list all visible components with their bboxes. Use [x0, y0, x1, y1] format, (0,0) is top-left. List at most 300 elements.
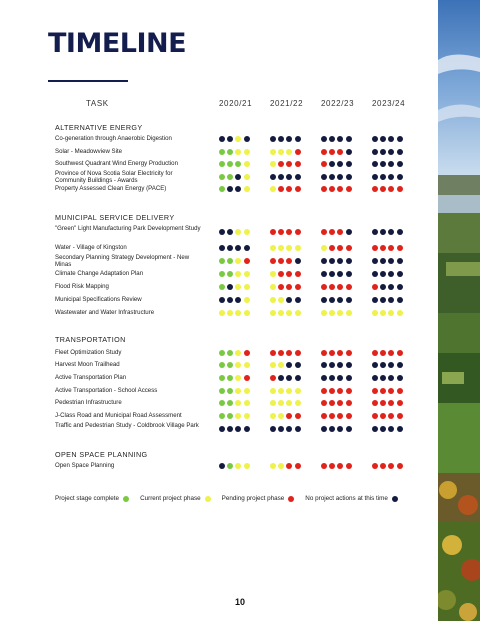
status-dot-none — [278, 174, 284, 180]
year-status-dots — [219, 258, 252, 264]
status-dot-none — [278, 375, 284, 381]
year-status-dots — [372, 375, 405, 381]
status-dot-pending — [321, 413, 327, 419]
status-dot-complete — [227, 350, 233, 356]
status-dot-none — [388, 136, 394, 142]
year-status-dots — [270, 463, 303, 469]
status-dot-current — [278, 413, 284, 419]
year-status-dots — [321, 350, 354, 356]
task-label: Active Transportation Plan — [55, 374, 127, 381]
status-dot-current — [244, 161, 250, 167]
year-column-header: 2022/23 — [321, 99, 355, 108]
status-dot-pending — [372, 350, 378, 356]
section-title: MUNICIPAL SERVICE DELIVERY — [55, 213, 175, 222]
status-dot-none — [329, 271, 335, 277]
status-dot-none — [388, 297, 394, 303]
year-status-dots — [321, 186, 354, 192]
year-status-dots — [219, 136, 252, 142]
status-dot-pending — [397, 413, 403, 419]
year-status-dots — [372, 284, 405, 290]
year-status-dots — [270, 350, 303, 356]
table-header — [0, 99, 438, 111]
year-status-dots — [372, 186, 405, 192]
status-dot-none — [380, 161, 386, 167]
status-dot-current — [270, 186, 276, 192]
status-dot-pending — [337, 186, 343, 192]
status-dot-complete — [219, 350, 225, 356]
status-dot-none — [372, 149, 378, 155]
year-column-header: 2023/24 — [372, 99, 406, 108]
year-status-dots — [219, 161, 252, 167]
status-dot-none — [372, 297, 378, 303]
status-dot-current — [295, 310, 301, 316]
status-dot-none — [397, 149, 403, 155]
status-dot-current — [235, 350, 241, 356]
status-dot-pending — [286, 229, 292, 235]
status-dot-pending — [337, 229, 343, 235]
status-dot-current — [244, 362, 250, 368]
status-dot-complete — [219, 174, 225, 180]
status-dot-pending — [380, 186, 386, 192]
status-dot-none — [380, 284, 386, 290]
legend — [55, 495, 409, 502]
status-dot-none — [329, 258, 335, 264]
status-dot-none — [397, 271, 403, 277]
year-status-dots — [219, 362, 252, 368]
status-dot-pending — [372, 245, 378, 251]
task-label: Pedestrian Infrastructure — [55, 399, 122, 406]
status-dot-none — [227, 426, 233, 432]
status-dot-pending — [337, 388, 343, 394]
task-label: Province of Nova Scotia Solar Electricity for Community Buildings - Awards — [55, 170, 173, 184]
status-dot-pending — [388, 350, 394, 356]
year-status-dots — [270, 297, 303, 303]
status-dot-pending — [295, 186, 301, 192]
status-dot-complete — [219, 284, 225, 290]
title-underline — [48, 80, 128, 82]
status-dot-current — [235, 463, 241, 469]
status-dot-current — [388, 310, 394, 316]
year-status-dots — [270, 186, 303, 192]
status-dot-none — [380, 136, 386, 142]
page-title: TIMELINE — [48, 28, 187, 59]
status-dot-none — [337, 426, 343, 432]
status-dot-pending — [380, 245, 386, 251]
status-dot-none — [295, 362, 301, 368]
year-status-dots — [372, 388, 405, 394]
status-dot-pending — [388, 400, 394, 406]
status-dot-complete — [219, 161, 225, 167]
task-label: "Green" Light Manufacturing Park Development Study — [55, 225, 201, 232]
status-dot-none — [329, 174, 335, 180]
year-status-dots — [372, 161, 405, 167]
status-dot-none — [321, 271, 327, 277]
status-dot-current — [235, 362, 241, 368]
status-dot-none — [380, 362, 386, 368]
status-dot-complete — [219, 413, 225, 419]
status-dot-pending — [337, 245, 343, 251]
year-status-dots — [372, 413, 405, 419]
status-dot-pending — [278, 161, 284, 167]
year-status-dots — [219, 297, 252, 303]
status-dot-current — [235, 375, 241, 381]
status-dot-pending — [346, 400, 352, 406]
status-dot-none — [397, 258, 403, 264]
status-dot-complete — [227, 413, 233, 419]
year-status-dots — [270, 161, 303, 167]
status-dot-none — [397, 229, 403, 235]
status-dot-current — [270, 400, 276, 406]
status-dot-current — [244, 271, 250, 277]
year-status-dots — [372, 310, 405, 316]
status-dot-none — [219, 463, 225, 469]
status-dot-pending — [397, 400, 403, 406]
status-dot-none — [337, 174, 343, 180]
status-dot-current — [278, 400, 284, 406]
year-status-dots — [219, 426, 252, 432]
status-dot-none — [372, 426, 378, 432]
status-dot-pending — [329, 284, 335, 290]
status-dot-current — [278, 297, 284, 303]
status-dot-current — [244, 174, 250, 180]
status-dot-none — [219, 297, 225, 303]
legend-item — [140, 495, 211, 502]
status-dot-complete — [227, 271, 233, 277]
year-status-dots — [321, 284, 354, 290]
year-status-dots — [372, 400, 405, 406]
status-dot-pending — [286, 186, 292, 192]
status-dot-none — [235, 426, 241, 432]
year-status-dots — [372, 245, 405, 251]
status-dot-none — [321, 362, 327, 368]
status-dot-current — [244, 413, 250, 419]
status-dot-none — [235, 297, 241, 303]
task-label: Municipal Specifications Review — [55, 296, 142, 303]
status-dot-none — [388, 174, 394, 180]
status-dot-pending — [270, 350, 276, 356]
status-dot-current — [244, 310, 250, 316]
status-dot-none — [372, 174, 378, 180]
year-status-dots — [270, 426, 303, 432]
status-dot-none — [295, 426, 301, 432]
status-dot-none — [321, 136, 327, 142]
status-dot-pending — [295, 284, 301, 290]
status-dot-pending — [346, 245, 352, 251]
status-dot-none — [295, 258, 301, 264]
status-dot-current — [278, 245, 284, 251]
status-dot-pending — [397, 186, 403, 192]
status-dot-complete — [219, 149, 225, 155]
status-dot-none — [227, 297, 233, 303]
year-status-dots — [372, 426, 405, 432]
status-dot-pending — [329, 245, 335, 251]
year-status-dots — [219, 284, 252, 290]
status-dot-none — [380, 297, 386, 303]
year-status-dots — [270, 258, 303, 264]
year-status-dots — [372, 174, 405, 180]
year-status-dots — [321, 271, 354, 277]
status-dot-pending — [278, 186, 284, 192]
status-dot-none — [227, 245, 233, 251]
status-dot-current — [270, 149, 276, 155]
landscape-photo — [438, 0, 480, 621]
year-status-dots — [321, 136, 354, 142]
status-dot-none — [397, 161, 403, 167]
status-dot-current — [244, 149, 250, 155]
status-dot-complete — [227, 161, 233, 167]
status-dot-pending — [372, 284, 378, 290]
status-dot-none — [329, 362, 335, 368]
status-dot-pending — [270, 375, 276, 381]
status-dot-pending — [337, 149, 343, 155]
status-dot-pending — [380, 463, 386, 469]
task-label: Property Assessed Clean Energy (PACE) — [55, 185, 167, 192]
status-dot-current — [244, 284, 250, 290]
status-dot-none — [329, 161, 335, 167]
status-dot-pending — [295, 229, 301, 235]
year-status-dots — [219, 149, 252, 155]
status-dot-none — [372, 375, 378, 381]
status-dot-current — [278, 362, 284, 368]
legend-label: Current project phase — [140, 495, 201, 502]
status-dot-none — [286, 375, 292, 381]
status-dot-current — [270, 388, 276, 394]
status-dot-current — [295, 245, 301, 251]
status-dot-pending — [380, 400, 386, 406]
status-dot-complete — [219, 258, 225, 264]
status-dot-none — [244, 426, 250, 432]
year-status-dots — [219, 388, 252, 394]
status-dot-pending — [346, 413, 352, 419]
status-dot-pending — [337, 413, 343, 419]
status-dot-none — [295, 136, 301, 142]
year-status-dots — [270, 310, 303, 316]
status-dot-complete — [235, 161, 241, 167]
status-dot-none — [219, 245, 225, 251]
year-status-dots — [321, 297, 354, 303]
year-status-dots — [372, 463, 405, 469]
task-label: Flood Risk Mapping — [55, 283, 109, 290]
status-dot-complete — [219, 375, 225, 381]
status-dot-none — [244, 136, 250, 142]
status-dot-complete — [227, 400, 233, 406]
status-dot-complete — [219, 271, 225, 277]
status-dot-pending — [321, 350, 327, 356]
status-dot-pending — [278, 229, 284, 235]
legend-dot-pending — [288, 496, 294, 502]
status-dot-current — [346, 310, 352, 316]
year-status-dots — [321, 310, 354, 316]
status-dot-none — [372, 229, 378, 235]
year-status-dots — [219, 413, 252, 419]
status-dot-pending — [321, 161, 327, 167]
status-dot-none — [380, 149, 386, 155]
status-dot-current — [244, 186, 250, 192]
status-dot-none — [329, 297, 335, 303]
status-dot-pending — [337, 284, 343, 290]
legend-item — [55, 495, 129, 502]
status-dot-none — [337, 362, 343, 368]
status-dot-current — [235, 271, 241, 277]
year-status-dots — [321, 174, 354, 180]
status-dot-current — [270, 161, 276, 167]
year-status-dots — [321, 229, 354, 235]
status-dot-current — [235, 400, 241, 406]
status-dot-complete — [227, 375, 233, 381]
status-dot-pending — [270, 258, 276, 264]
status-dot-none — [346, 161, 352, 167]
year-status-dots — [321, 463, 354, 469]
year-status-dots — [219, 310, 252, 316]
task-label: Co-generation through Anaerobic Digestion — [55, 135, 172, 142]
status-dot-pending — [321, 463, 327, 469]
status-dot-none — [388, 149, 394, 155]
status-dot-pending — [321, 388, 327, 394]
status-dot-pending — [278, 258, 284, 264]
status-dot-none — [397, 174, 403, 180]
year-status-dots — [321, 400, 354, 406]
year-status-dots — [270, 229, 303, 235]
status-dot-current — [286, 388, 292, 394]
task-label: Active Transportation - School Access — [55, 387, 158, 394]
year-status-dots — [270, 271, 303, 277]
status-dot-current — [380, 310, 386, 316]
year-status-dots — [372, 229, 405, 235]
legend-item — [305, 495, 398, 502]
status-dot-pending — [295, 350, 301, 356]
status-dot-none — [337, 375, 343, 381]
status-dot-none — [337, 271, 343, 277]
status-dot-pending — [372, 463, 378, 469]
status-dot-complete — [227, 258, 233, 264]
status-dot-none — [329, 426, 335, 432]
status-dot-none — [295, 297, 301, 303]
year-status-dots — [270, 400, 303, 406]
status-dot-complete — [219, 186, 225, 192]
status-dot-none — [372, 161, 378, 167]
status-dot-current — [397, 310, 403, 316]
status-dot-none — [219, 136, 225, 142]
status-dot-pending — [295, 463, 301, 469]
task-label: Traffic and Pedestrian Study - Coldbrook Village Park — [55, 422, 199, 429]
status-dot-current — [329, 310, 335, 316]
status-dot-none — [337, 297, 343, 303]
status-dot-pending — [397, 388, 403, 394]
legend-label: No project actions at this time — [305, 495, 388, 502]
status-dot-none — [270, 136, 276, 142]
year-status-dots — [372, 136, 405, 142]
year-status-dots — [219, 350, 252, 356]
status-dot-pending — [397, 350, 403, 356]
status-dot-pending — [346, 186, 352, 192]
status-dot-none — [346, 297, 352, 303]
status-dot-current — [278, 388, 284, 394]
status-dot-current — [278, 149, 284, 155]
status-dot-pending — [388, 413, 394, 419]
status-dot-none — [337, 161, 343, 167]
status-dot-current — [235, 284, 241, 290]
status-dot-none — [295, 375, 301, 381]
legend-dot-none — [392, 496, 398, 502]
status-dot-current — [295, 388, 301, 394]
page-number: 10 — [234, 597, 245, 607]
legend-dot-complete — [123, 496, 129, 502]
status-dot-pending — [337, 400, 343, 406]
status-dot-pending — [329, 229, 335, 235]
status-dot-none — [270, 174, 276, 180]
status-dot-none — [397, 362, 403, 368]
status-dot-current — [270, 245, 276, 251]
year-status-dots — [321, 258, 354, 264]
status-dot-none — [321, 174, 327, 180]
status-dot-none — [346, 258, 352, 264]
status-dot-current — [235, 413, 241, 419]
status-dot-none — [372, 362, 378, 368]
status-dot-pending — [244, 375, 250, 381]
year-status-dots — [321, 426, 354, 432]
task-label: Wastewater and Water Infrastructure — [55, 309, 155, 316]
status-dot-none — [388, 426, 394, 432]
status-dot-none — [227, 229, 233, 235]
status-dot-pending — [278, 284, 284, 290]
status-dot-pending — [321, 149, 327, 155]
status-dot-none — [286, 297, 292, 303]
status-dot-current — [244, 463, 250, 469]
status-dot-none — [380, 174, 386, 180]
year-status-dots — [219, 229, 252, 235]
status-dot-current — [295, 400, 301, 406]
status-dot-complete — [219, 362, 225, 368]
status-dot-none — [235, 186, 241, 192]
status-dot-none — [388, 258, 394, 264]
year-status-dots — [270, 245, 303, 251]
status-dot-none — [295, 174, 301, 180]
status-dot-none — [278, 136, 284, 142]
status-dot-pending — [286, 463, 292, 469]
year-column-header: 2021/22 — [270, 99, 304, 108]
status-dot-none — [227, 186, 233, 192]
status-dot-none — [397, 426, 403, 432]
status-dot-pending — [295, 149, 301, 155]
status-dot-complete — [219, 388, 225, 394]
status-dot-pending — [372, 413, 378, 419]
status-dot-pending — [286, 271, 292, 277]
status-dot-none — [321, 375, 327, 381]
status-dot-pending — [244, 350, 250, 356]
status-dot-none — [286, 174, 292, 180]
status-dot-none — [321, 297, 327, 303]
status-dot-pending — [388, 388, 394, 394]
status-dot-none — [380, 229, 386, 235]
year-status-dots — [372, 149, 405, 155]
task-label: J-Class Road and Municipal Road Assessment — [55, 412, 182, 419]
year-status-dots — [321, 149, 354, 155]
status-dot-current — [286, 245, 292, 251]
legend-item — [222, 495, 295, 502]
status-dot-none — [329, 375, 335, 381]
status-dot-pending — [286, 258, 292, 264]
year-status-dots — [321, 362, 354, 368]
year-status-dots — [372, 362, 405, 368]
year-status-dots — [219, 174, 252, 180]
task-label: Open Space Planning — [55, 462, 115, 469]
status-dot-pending — [346, 284, 352, 290]
year-status-dots — [219, 245, 252, 251]
status-dot-none — [372, 271, 378, 277]
status-dot-none — [227, 136, 233, 142]
status-dot-current — [372, 310, 378, 316]
status-dot-none — [235, 174, 241, 180]
